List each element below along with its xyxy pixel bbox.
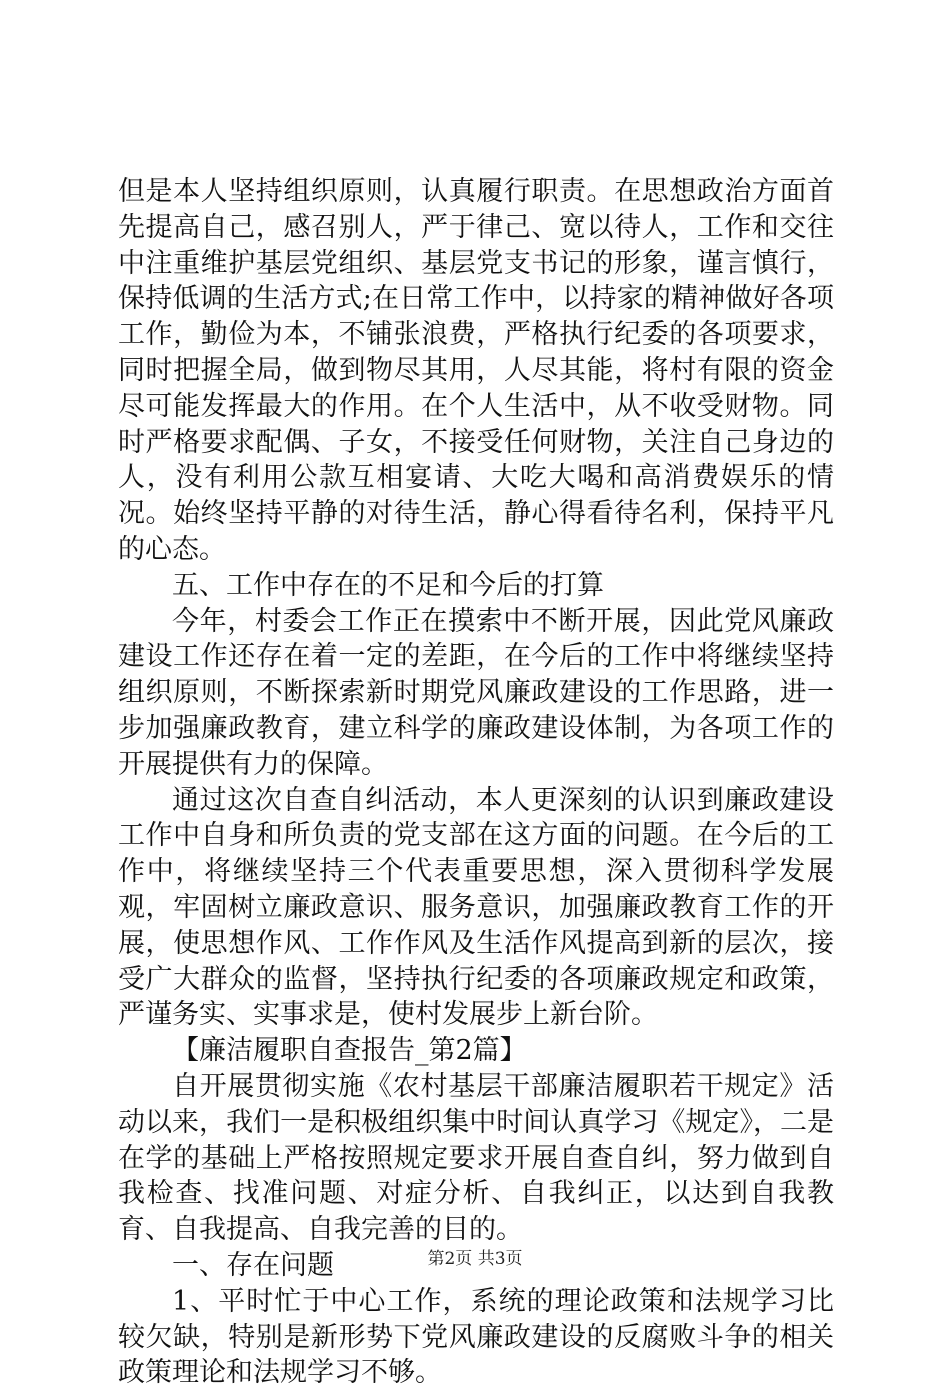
paragraph: 今年，村委会工作正在摸索中不断开展，因此党风廉政建设工作还存在着一定的差距，在今后的工作中将继续坚持组织原则，不断探索新时期党风廉政建设的工作思路，进一步加强廉政教育，建立科学的廉政建设体制，为各项工作的开展提供有力的保障。 [118, 605, 834, 780]
paragraph: 通过这次自查自纠活动，本人更深刻的认识到廉政建设工作中自身和所负责的党支部在这方面的问题。在今后的工作中，将继续坚持三个代表重要思想，深入贯彻科学发展观，牢固树立廉政意识、服务意识，加强廉政教育工作的开展，使思想作风、工作作风及生活作风提高到新的层次，接受广大群众的监督，坚持执行纪委的各项廉政规定和政策，严谨务实、实事求是，使村发展步上新台阶。 [118, 784, 834, 1031]
paragraph: 1、平时忙于中心工作，系统的理论政策和法规学习比较欠缺，特别是新形势下党风廉政建设的反腐败斗争的相关政策理论和法规学习不够。 [118, 1285, 834, 1389]
section-heading-one: 一、存在问题 [172, 1249, 334, 1281]
paragraph-continuation: 但是本人坚持组织原则，认真履行职责。在思想政治方面首先提高自己，感召别人，严于律己、宽以待人，工作和交往中注重维护基层党组织、基层党支书记的形象，谨言慎行，保持低调的生活方式;在日常工作中，以持家的精神做好各项工作，勤俭为本，不铺张浪费，严格执行纪委的各项要求，同时把握全局，做到物尽其用，人尽其能，将村有限的资金尽可能发挥最大的作用。在个人生活中，从不收受财物。同时严格要求配偶、子女，不接受任何财物，关注自己身边的人，没有利用公款互相宴请、大吃大喝和高消费娱乐的情况。始终坚持平静的对待生活，静心得看待名利，保持平凡的心态。 [118, 176, 834, 565]
document-body [118, 174, 834, 1391]
article-title-part-2: 【廉洁履职自查报告_第2篇】 [172, 1035, 527, 1067]
paragraph: 自开展贯彻实施《农村基层干部廉洁履职若干规定》活动以来，我们一是积极组织集中时间认真学习《规定》，二是在学的基础上严格按照规定要求开展自查自纠，努力做到自我检查、找准问题、对症分析、自我纠正，以达到自我教育、自我提高、自我完善的目的。 [118, 1070, 834, 1246]
section-heading-five: 五、工作中存在的不足和今后的打算 [172, 569, 604, 601]
page-number-footer: 第2页 共3页 [427, 1249, 523, 1269]
